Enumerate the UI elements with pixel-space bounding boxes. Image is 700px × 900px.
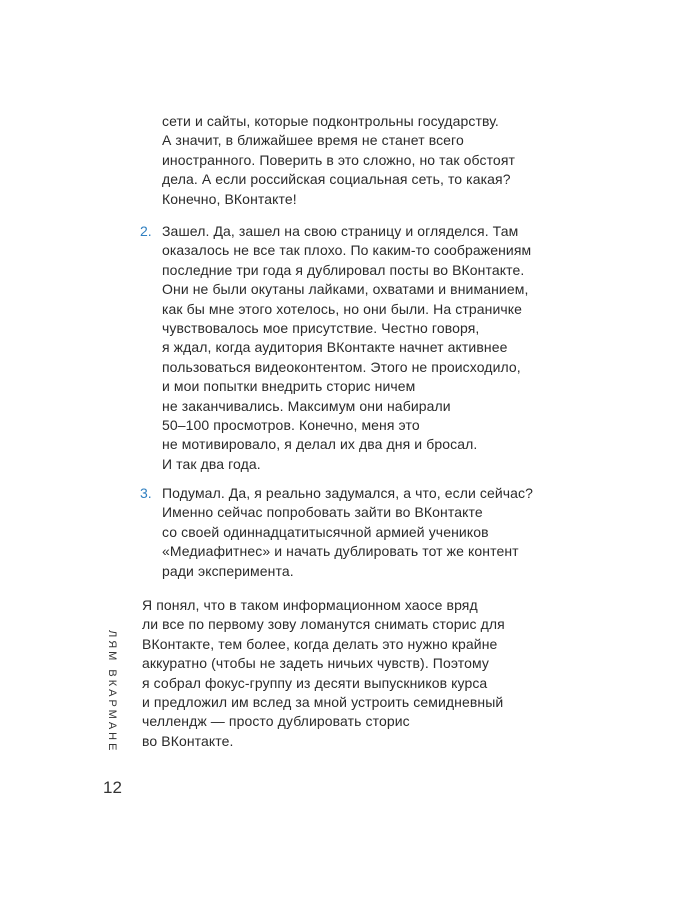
text-line: аккуратно (чтобы не задеть ничьих чувств). Поэтому bbox=[142, 655, 490, 672]
text-line: оказалось не все так плохо. По каким-то соображениям bbox=[162, 242, 532, 259]
text-line: не заканчивались. Максимум они набирали bbox=[162, 397, 451, 414]
text-line: и предложил им вслед за мной устроить семидневный bbox=[142, 694, 504, 711]
page-number: 12 bbox=[103, 778, 122, 797]
text-line: челлендж — просто дублировать сторис bbox=[142, 713, 410, 730]
text-line: Конечно, ВКонтакте! bbox=[162, 190, 297, 207]
text-line: сети и сайты, которые подконтрольны государству. bbox=[162, 113, 499, 129]
text-line: во ВКонтакте. bbox=[142, 732, 234, 749]
text-line: ради эксперимента. bbox=[162, 562, 294, 579]
list-number-3: 3. bbox=[140, 485, 152, 501]
text-line: чувствовалось мое присутствие. Честно говоря, bbox=[162, 320, 480, 337]
intro-paragraph bbox=[162, 112, 515, 209]
text-line: как бы мне этого хотелось, но они были. На страничке bbox=[162, 300, 523, 317]
text-line: Именно сейчас попробовать зайти во ВКонтакте bbox=[162, 504, 483, 521]
text-line: со своей одиннадцатитысячной армией учеников bbox=[162, 523, 489, 540]
text-line: А значит, в ближайшее время не станет всего bbox=[162, 132, 464, 149]
text-line: и мои попытки внедрить сторис ничем bbox=[162, 378, 416, 395]
running-head: ЛЯМ ВКАРМАНЕ bbox=[106, 630, 118, 754]
text-line: я собрал фокус-группу из десяти выпускников курса bbox=[142, 674, 488, 691]
text-line: Подумал. Да, я реально задумался, а что, если сейчас? bbox=[162, 485, 534, 501]
text-line: не мотивировало, я делал их два дня и бросал. bbox=[162, 436, 478, 453]
text-line: последние три года я дублировал посты во ВКонтакте. bbox=[162, 261, 525, 278]
list-item-3 bbox=[162, 484, 533, 581]
text-line: ВКонтакте, тем более, когда делать это нужно крайне bbox=[142, 635, 498, 652]
text-line: ли все по первому зову ломанутся снимать сторис для bbox=[142, 616, 505, 633]
text-line: иностранного. Поверить в это сложно, но так обстоят bbox=[162, 151, 516, 168]
text-line: 50–100 просмотров. Конечно, меня это bbox=[162, 417, 420, 434]
text-line: «Медиафитнес» и начать дублировать тот же контент bbox=[162, 543, 519, 560]
text-line: дела. А если российская социальная сеть, то какая? bbox=[162, 171, 511, 188]
list-item-2 bbox=[162, 222, 531, 474]
body-paragraph bbox=[142, 596, 505, 751]
text-line: Они не были окутаны лайками, охватами и вниманием, bbox=[162, 281, 529, 298]
text-line: Зашел. Да, зашел на свою страницу и огляделся. Там bbox=[162, 223, 519, 239]
list-number-2: 2. bbox=[140, 223, 152, 239]
text-line: пользоваться видеоконтентом. Этого не происходило, bbox=[162, 358, 521, 375]
text-line: Я понял, что в таком информационном хаосе вряд bbox=[142, 597, 478, 613]
text-line: я ждал, когда аудитория ВКонтакте начнет активнее bbox=[162, 339, 508, 356]
text-line: И так два года. bbox=[162, 455, 261, 472]
